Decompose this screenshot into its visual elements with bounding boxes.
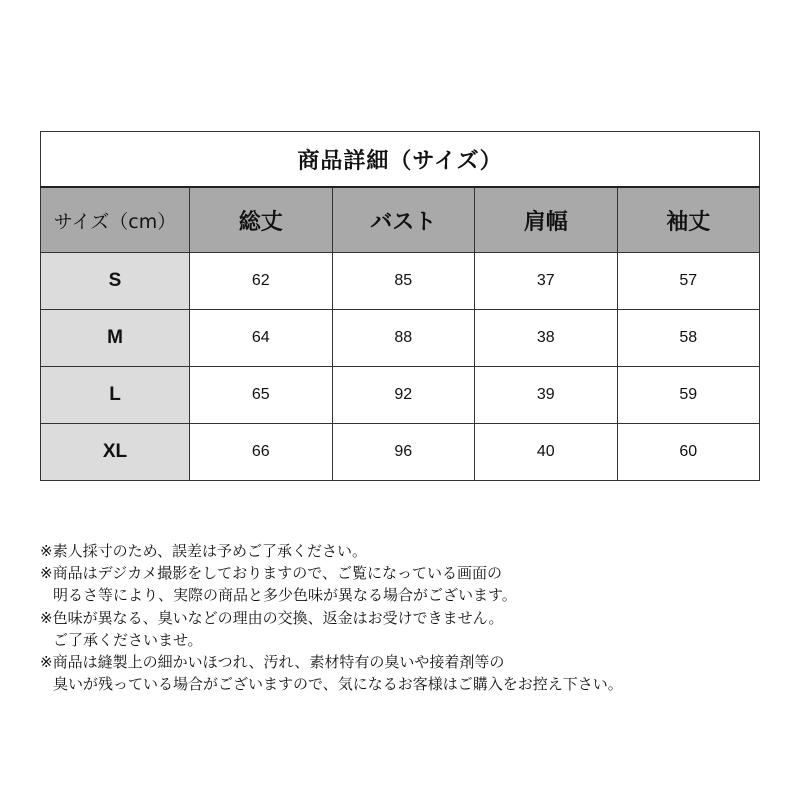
note-line: ※色味が異なる、臭いなどの理由の交換、返金はお受けできません。 [40, 608, 504, 627]
note-line: ※商品はデジカメ撮影をしておりますので、ご覧になっている画面の [40, 564, 502, 583]
table-row [41, 424, 760, 481]
cell-bust: 88 [332, 310, 475, 367]
cell-shoulder: 38 [475, 310, 618, 367]
table-title: 商品詳細（サイズ） [41, 132, 760, 188]
note-line: 臭いが残っている場合がございますので、気になるお客様はご購入をお控え下さい。 [53, 675, 623, 694]
table-title-row [41, 132, 760, 188]
table-row [41, 367, 760, 424]
cell-length: 65 [190, 367, 333, 424]
size-label: XL [41, 424, 190, 481]
note-line: ※商品は縫製上の細かいほつれ、汚れ、素材特有の臭いや接着剤等の [40, 653, 505, 672]
cell-shoulder: 37 [475, 253, 618, 310]
size-label: S [41, 253, 190, 310]
header-length: 総丈 [190, 187, 333, 253]
size-label: M [41, 310, 190, 367]
table-header-row [41, 187, 760, 253]
cell-bust: 85 [332, 253, 475, 310]
note-line: ※素人採寸のため、誤差は予めご了承ください。 [40, 542, 367, 560]
cell-sleeve: 58 [617, 310, 760, 367]
table-row [41, 253, 760, 310]
cell-bust: 96 [332, 424, 475, 481]
cell-sleeve: 59 [617, 367, 760, 424]
cell-length: 64 [190, 310, 333, 367]
cell-shoulder: 40 [475, 424, 618, 481]
cell-sleeve: 57 [617, 253, 760, 310]
header-shoulder: 肩幅 [475, 187, 618, 253]
size-table [40, 131, 760, 481]
cell-length: 62 [190, 253, 333, 310]
cell-sleeve: 60 [617, 424, 760, 481]
header-bust: バスト [332, 187, 475, 253]
header-size: サイズ（cm） [41, 187, 190, 253]
cell-shoulder: 39 [475, 367, 618, 424]
notes [40, 540, 780, 695]
cell-bust: 92 [332, 367, 475, 424]
cell-length: 66 [190, 424, 333, 481]
note-line: ご了承くださいませ。 [53, 630, 203, 649]
size-label: L [41, 367, 190, 424]
table-row [41, 310, 760, 367]
note-line: 明るさ等により、実際の商品と多少色味が異なる場合がございます。 [53, 586, 517, 605]
header-sleeve: 袖丈 [617, 187, 760, 253]
